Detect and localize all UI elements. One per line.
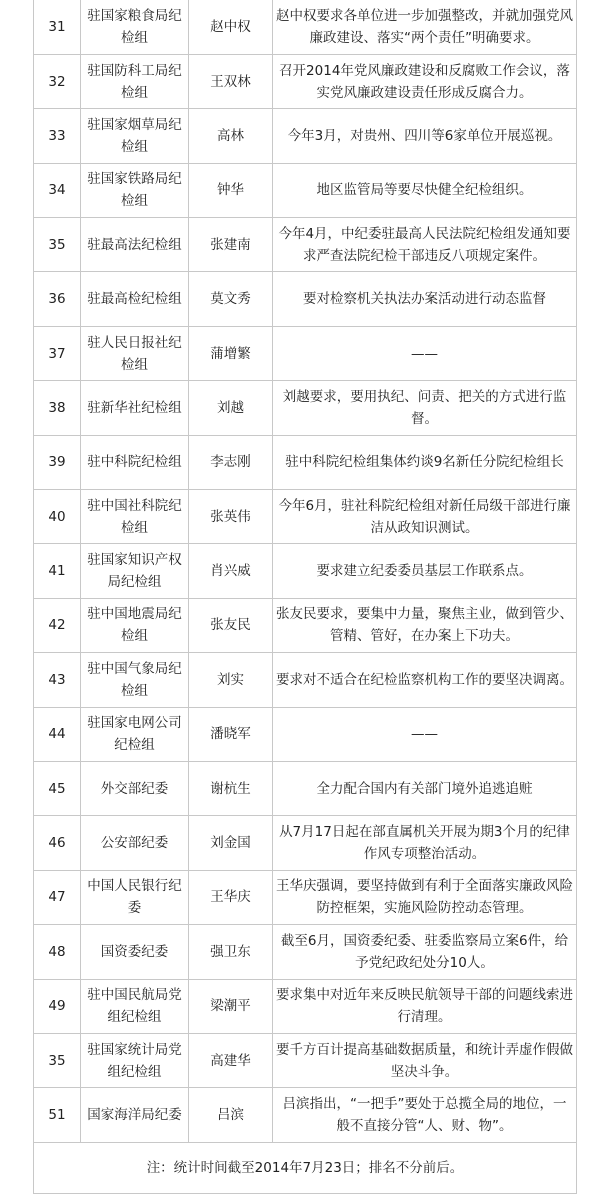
row-description: 从7月17日起在部直属机关开展为期3个月的纪律作风专项整治活动。 [273,816,577,870]
row-description: 要对检察机关执法办案活动进行动态监督 [273,272,577,326]
row-number: 32 [34,54,81,108]
table-row [34,163,577,217]
row-leader: 王双林 [189,54,273,108]
row-unit: 驻最高法纪检组 [81,218,189,272]
row-description: 召开2014年党风廉政建设和反腐败工作会议，落实党风廉政建设责任形成反腐合力。 [273,54,577,108]
table-row [34,653,577,707]
row-description: 截至6月，国资委纪委、驻委监察局立案6件，给予党纪政纪处分10人。 [273,925,577,979]
row-unit: 中国人民银行纪委 [81,870,189,924]
note-row [34,1142,577,1193]
row-number: 37 [34,326,81,380]
row-unit: 驻国家粮食局纪检组 [81,0,189,54]
table-row [34,326,577,380]
row-number: 40 [34,490,81,544]
row-unit: 驻最高检纪检组 [81,272,189,326]
row-unit: 驻中科院纪检组 [81,435,189,489]
row-leader: 莫文秀 [189,272,273,326]
row-unit: 驻中国气象局纪检组 [81,653,189,707]
table-body [34,0,577,1142]
row-number: 43 [34,653,81,707]
row-unit: 驻新华社纪检组 [81,381,189,435]
row-description: 今年3月，对贵州、四川等6家单位开展巡视。 [273,109,577,163]
table-row [34,761,577,815]
row-unit: 外交部纪委 [81,761,189,815]
row-unit: 驻中国民航局党组纪检组 [81,979,189,1033]
row-number: 34 [34,163,81,217]
table-row [34,54,577,108]
row-leader: 肖兴威 [189,544,273,598]
row-description: 驻中科院纪检组集体约谈9名新任分院纪检组长 [273,435,577,489]
row-number: 46 [34,816,81,870]
row-leader: 李志刚 [189,435,273,489]
table-row [34,544,577,598]
row-description: 今年4月，中纪委驻最高人民法院纪检组发通知要求严查法院纪检干部违反八项规定案件。 [273,218,577,272]
row-leader: 张建南 [189,218,273,272]
row-number: 31 [34,0,81,54]
table-row [34,272,577,326]
table-row [34,109,577,163]
row-number: 36 [34,272,81,326]
row-number: 44 [34,707,81,761]
table-row [34,816,577,870]
row-unit: 驻国家知识产权局纪检组 [81,544,189,598]
row-description: 地区监管局等要尽快健全纪检组织。 [273,163,577,217]
row-unit: 驻人民日报社纪检组 [81,326,189,380]
table-row [34,0,577,54]
row-number: 38 [34,381,81,435]
row-leader: 梁潮平 [189,979,273,1033]
row-unit: 驻中国社科院纪检组 [81,490,189,544]
row-number: 51 [34,1088,81,1142]
row-unit: 公安部纪委 [81,816,189,870]
row-leader: 赵中权 [189,0,273,54]
discipline-inspection-table [33,0,577,1194]
table-row [34,381,577,435]
row-unit: 驻国家烟草局纪检组 [81,109,189,163]
row-number: 41 [34,544,81,598]
row-leader: 张英伟 [189,490,273,544]
table-row [34,490,577,544]
row-description: 赵中权要求各单位进一步加强整改，并就加强党风廉政建设、落实“两个责任”明确要求。 [273,0,577,54]
table-row [34,979,577,1033]
row-number: 33 [34,109,81,163]
row-unit: 驻中国地震局纪检组 [81,598,189,652]
row-leader: 潘晓军 [189,707,273,761]
row-leader: 刘越 [189,381,273,435]
row-leader: 刘实 [189,653,273,707]
row-leader: 钟华 [189,163,273,217]
row-unit: 国家海洋局纪委 [81,1088,189,1142]
row-leader: 张友民 [189,598,273,652]
row-number: 47 [34,870,81,924]
row-description: 要求集中对近年来反映民航领导干部的问题线索进行清理。 [273,979,577,1033]
table-row [34,598,577,652]
table-row [34,1033,577,1087]
row-unit: 国资委纪委 [81,925,189,979]
row-description: 要千方百计提高基础数据质量，和统计弄虚作假做坚决斗争。 [273,1033,577,1087]
row-description: 吕滨指出，“一把手”要处于总揽全局的地位，一般不直接分管“人、财、物”。 [273,1088,577,1142]
table-row [34,925,577,979]
row-number: 35 [34,218,81,272]
row-leader: 高林 [189,109,273,163]
row-description: 今年6月，驻社科院纪检组对新任局级干部进行廉洁从政知识测试。 [273,490,577,544]
table-note: 注：统计时间截至2014年7月23日；排名不分前后。 [34,1142,577,1193]
row-leader: 吕滨 [189,1088,273,1142]
row-number: 45 [34,761,81,815]
row-description: 要求建立纪委委员基层工作联系点。 [273,544,577,598]
row-description: —— [273,707,577,761]
row-description: —— [273,326,577,380]
row-number: 39 [34,435,81,489]
row-number: 42 [34,598,81,652]
table-row [34,1088,577,1142]
table-row [34,435,577,489]
row-description: 刘越要求，要用执纪、问责、把关的方式进行监督。 [273,381,577,435]
row-description: 张友民要求，要集中力量，聚焦主业，做到管少、管精、管好，在办案上下功夫。 [273,598,577,652]
row-leader: 强卫东 [189,925,273,979]
row-description: 全力配合国内有关部门境外追逃追赃 [273,761,577,815]
row-unit: 驻国家统计局党组纪检组 [81,1033,189,1087]
row-leader: 谢杭生 [189,761,273,815]
row-leader: 王华庆 [189,870,273,924]
row-number: 35 [34,1033,81,1087]
row-description: 王华庆强调，要坚持做到有利于全面落实廉政风险防控框架，实施风险防控动态管理。 [273,870,577,924]
row-leader: 刘金国 [189,816,273,870]
row-number: 49 [34,979,81,1033]
row-leader: 高建华 [189,1033,273,1087]
row-number: 48 [34,925,81,979]
table-row [34,707,577,761]
row-leader: 蒲增繁 [189,326,273,380]
table-row [34,218,577,272]
row-unit: 驻国家电网公司纪检组 [81,707,189,761]
row-unit: 驻国防科工局纪检组 [81,54,189,108]
row-description: 要求对不适合在纪检监察机构工作的要坚决调离。 [273,653,577,707]
table-row [34,870,577,924]
row-unit: 驻国家铁路局纪检组 [81,163,189,217]
